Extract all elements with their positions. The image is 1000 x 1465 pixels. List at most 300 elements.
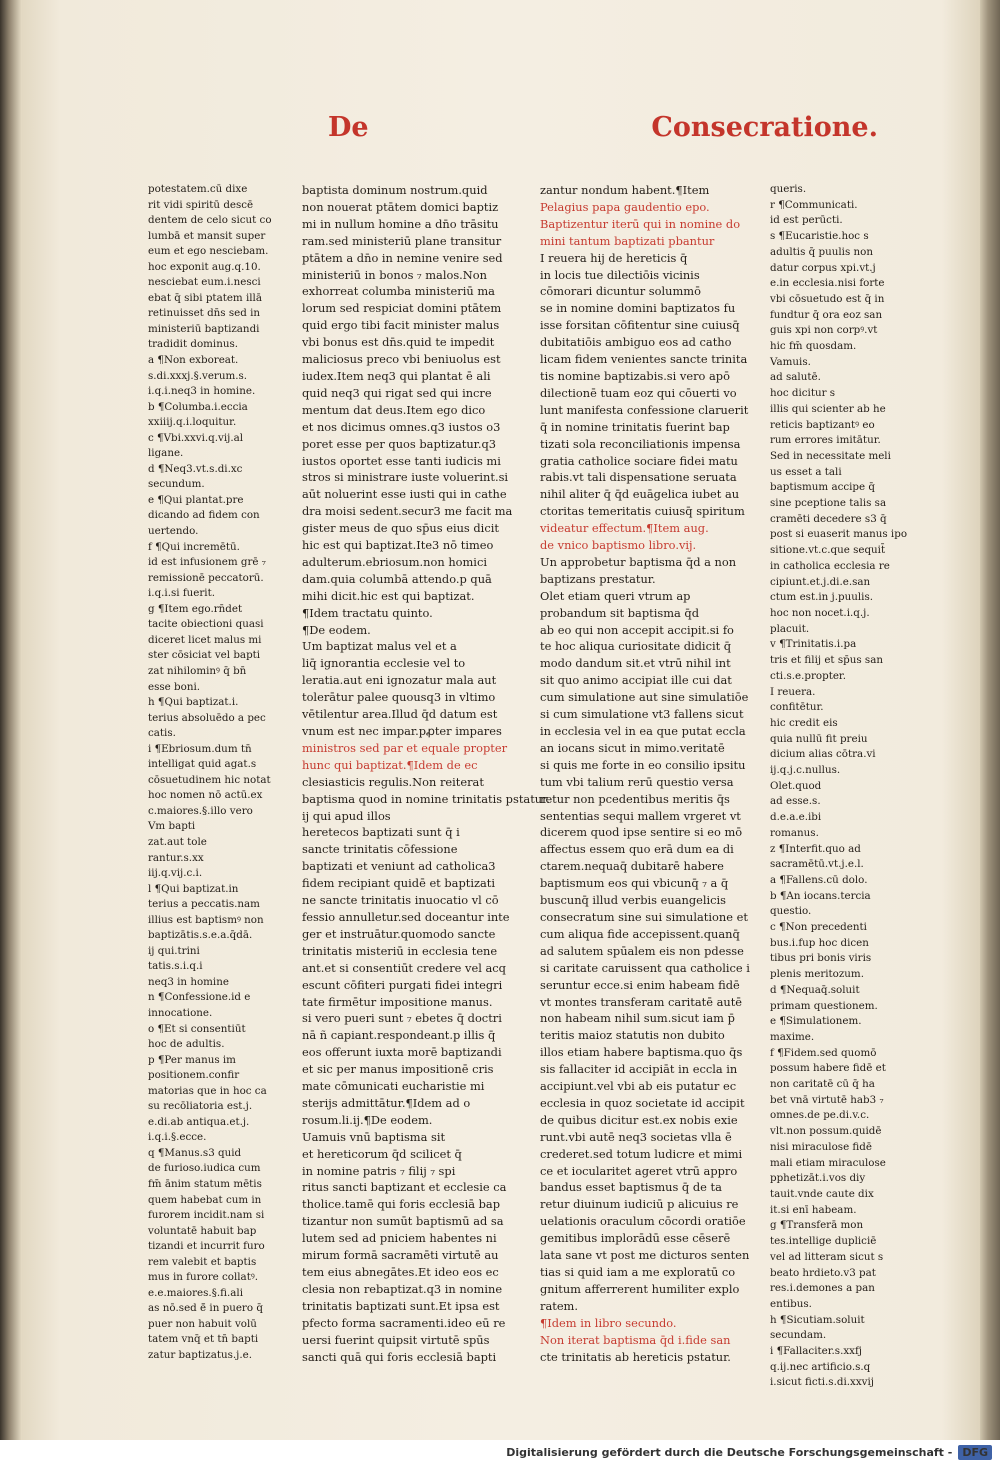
text-line: trinitatis misteriū in ecclesia tene	[302, 943, 498, 958]
text-line: tatis.s.i.q.i	[148, 960, 203, 973]
text-line: v ¶Trinitatis.i.pa	[770, 638, 857, 651]
text-line: modo dandum sit.et vtrū nihil int	[540, 656, 731, 671]
text-line: romanus.	[770, 826, 819, 839]
text-line: hoc dicitur s	[770, 387, 836, 400]
text-line: reticis baptizantꝰ eo	[770, 418, 875, 431]
text-line: in catholica ecclesia re	[770, 559, 890, 572]
text-line: consecratum sine sui simulatione et	[540, 909, 748, 924]
text-line: z ¶Interfit.quo ad	[770, 842, 861, 855]
text-line: hic fm̄ quosdam.	[770, 340, 857, 353]
text-line: Sed in necessitate meli	[770, 449, 891, 462]
text-line: vel ad litteram sicut s	[770, 1250, 884, 1263]
text-line: maxime.	[770, 1030, 815, 1043]
text-line: escunt cōfiteri purgati fidei integri	[302, 977, 503, 992]
text-line: pphetizāt.i.vos diy	[770, 1172, 866, 1185]
text-line: datur corpus xpi.vt.j	[770, 261, 876, 274]
text-line: quid ergo tibi facit minister malus	[302, 318, 500, 333]
text-line: ab eo qui non accepit accipit.si fo	[540, 622, 734, 637]
text-line: a ¶Non exboreat.	[148, 354, 239, 367]
text-line: rantur.s.xx	[148, 851, 204, 864]
text-line: ij.q.j.c.nullus.	[770, 764, 841, 777]
text-line: n ¶Confessione.id e	[148, 991, 251, 1004]
text-line: rabis.vt tali dispensatione seruata	[540, 470, 737, 485]
text-line: e ¶Qui plantat.pre	[148, 493, 244, 506]
text-line: isse forsitan cōfitentur sine cuiusq̄	[540, 318, 740, 333]
text-line: rem valebit et baptis	[148, 1255, 257, 1268]
text-line: c ¶Vbi.xxvi.q.vij.al	[148, 431, 244, 444]
text-line: quia nullū fit preiu	[770, 732, 868, 745]
text-line: videatur effectum.¶Item aug.	[540, 521, 709, 536]
text-line: dam.quia columbā attendo.p quā	[302, 571, 492, 586]
text-line: clesia non rebaptizat.q3 in nomine	[302, 1281, 503, 1296]
text-line: d ¶Nequaq̄.soluit	[770, 983, 860, 996]
text-line: mi in nullum homine a dn̄o trāsitu	[302, 216, 499, 231]
text-line: e ¶Simulationem.	[770, 1015, 862, 1028]
text-line: in nomine patris ₇ filij ₇ spi	[302, 1163, 456, 1178]
text-line: tradidit dominus.	[148, 338, 239, 351]
text-line: Um baptizat malus vel et a	[302, 639, 457, 654]
text-line: heretecos baptizati sunt q̄ i	[302, 825, 460, 840]
text-line: it.si enī habeam.	[770, 1203, 857, 1216]
text-line: mini tantum baptizati pbantur	[540, 233, 715, 248]
text-line: non nouerat ptātem domici baptiz	[302, 199, 499, 214]
text-line: I reuera hij de hereticis q̄	[540, 250, 688, 265]
gloss-column-left	[148, 182, 278, 1364]
text-line: et hereticorum q̄d scilicet q̄	[302, 1146, 462, 1161]
text-line: I reuera.	[770, 685, 816, 698]
text-line: maliciosus preco vbi beniuolus est	[302, 352, 501, 367]
text-line: non habeam nihil sum.sicut iam p̄	[540, 1011, 735, 1026]
text-line: sine pceptione talis sa	[770, 497, 887, 510]
text-line: cōsuetudinem hic notat	[148, 773, 271, 786]
text-line: ant.et si consentiūt credere vel acq	[302, 960, 506, 975]
text-line: s ¶Eucaristie.hoc s	[770, 230, 869, 243]
text-line: ministeriū baptizandi	[148, 322, 260, 335]
text-line: in ecclesia vel in ea que putat eccla	[540, 724, 746, 738]
text-line: omnes.de pe.di.v.c.	[770, 1109, 870, 1122]
text-line: dilectionē tuam eoz qui cōuerti vo	[540, 385, 737, 400]
text-line: Vamuis.	[770, 355, 811, 368]
text-line: et nos dicimus omnes.q3 iustos o3	[302, 419, 501, 434]
text-line: us esset a tali	[770, 465, 842, 478]
text-line: p ¶Per manus im	[148, 1053, 236, 1066]
text-line: an iocans sicut in mimo.veritatē	[540, 740, 725, 755]
text-line: f ¶Qui incremētū.	[148, 540, 240, 553]
text-line: b ¶An iocans.tercia	[770, 889, 871, 902]
text-line: retinuisset dn̄s sed in	[148, 307, 261, 320]
text-line: e.di.ab antiqua.et.j.	[148, 1115, 250, 1128]
text-line: accipiunt.vel vbi ab eis putatur ec	[540, 1079, 737, 1094]
text-line: iudex.Item neq3 qui plantat ē ali	[302, 368, 491, 383]
text-line: beato hrdieto.v3 pat	[770, 1266, 876, 1279]
text-line: gister meus de quo sp̄us eius dicit	[302, 521, 499, 536]
text-line: Olet.quod	[770, 779, 822, 792]
text-line: quem habebat cum in	[148, 1193, 262, 1206]
text-line: iij.q.vij.c.i.	[148, 867, 203, 880]
text-line: xxiiij.q.i.loquitur.	[148, 416, 237, 429]
text-line: mali etiam miraculose	[770, 1156, 886, 1169]
text-line: positionem.confir	[148, 1069, 240, 1082]
text-line: l ¶Qui baptizat.in	[148, 882, 239, 895]
text-line: voluntatē habuit bap	[148, 1224, 257, 1237]
text-line: Uamuis vnū baptisma sit	[302, 1129, 446, 1144]
text-line: q.ij.nec artificio.s.q	[770, 1360, 871, 1373]
text-line: poret esse per quos baptizatur.q3	[302, 436, 497, 451]
text-line: ¶De eodem.	[302, 622, 371, 637]
text-line: licam fidem venientes sancte trinita	[540, 352, 748, 367]
text-line: lata sane vt post me dicturos senten	[540, 1248, 750, 1263]
text-line: zat.aut tole	[148, 835, 207, 848]
text-line: mentum dat deus.Item ego dico	[302, 402, 486, 417]
running-header-left: De	[328, 112, 369, 143]
text-line: uelationis oraculum cōcordi oratiōe	[540, 1214, 746, 1229]
text-line: Baptizentur iterū qui in nomine do	[540, 216, 741, 231]
text-line: hoc de adultis.	[148, 1038, 225, 1051]
text-line: tauit.vnde caute dix	[770, 1188, 874, 1200]
text-line: puer non habuit volū	[148, 1317, 257, 1330]
text-line: tibus pri bonis viris	[770, 952, 872, 965]
text-line: nisi miraculose fidē	[770, 1140, 872, 1153]
text-line: ij qui.trini	[148, 944, 200, 957]
text-line: cipiunt.et.j.di.e.san	[770, 575, 871, 588]
text-line: liq̄ ignorantia ecclesie vel to	[302, 656, 466, 671]
text-line: b ¶Columba.i.eccia	[148, 400, 248, 413]
text-line: vbi cōsuetudo est q̄ in	[770, 292, 885, 305]
text-line: as nō.sed ē̄ in puero q̄	[148, 1302, 263, 1315]
text-line: ctum est.in j.puulis.	[770, 591, 874, 604]
text-line: ¶Idem tractatu quinto.	[302, 605, 433, 620]
text-line: bandus esset baptismus q̄ de ta	[540, 1180, 722, 1195]
text-line: buscunq̄ illud verbis euangelicis	[540, 893, 727, 908]
text-line: tolerātur palee quousq3 in vltimo	[302, 690, 496, 705]
text-line: i.q.i.si fuerit.	[148, 587, 216, 600]
text-line: Un approbetur baptisma q̄d a non	[540, 554, 737, 569]
text-line: de quibus dicitur est.ex nobis exie	[540, 1112, 738, 1127]
text-line: sententias sequi mallem vrgeret vt	[540, 808, 741, 823]
text-line: eum et ego nesciebam.	[148, 245, 269, 258]
text-line: c ¶Non precedenti	[770, 921, 867, 934]
text-line: tis nomine baptizabis.si vero apō	[540, 368, 730, 383]
text-line: esse boni.	[148, 680, 201, 693]
text-line: baptismum eos qui vbicunq̄ ₇ a q̄	[540, 876, 729, 891]
text-line: id est perūcti.	[770, 214, 843, 227]
text-line: tizati sola reconciliationis impensa	[540, 436, 741, 451]
text-line: exhorreat columba ministeriū ma	[302, 284, 495, 299]
text-line: sit quo animo accipiat ille cui dat	[540, 673, 732, 688]
text-line: fm̄ ānim statum mētis	[148, 1178, 262, 1190]
text-line: te hoc aliqua curiositate didicit q̄	[540, 639, 732, 654]
text-line: tacite obiectioni quasi	[148, 618, 264, 631]
text-line: nihil aliter q̄ q̄d euāgelica iubet au	[540, 487, 740, 502]
book-gutter-left	[0, 0, 22, 1440]
text-line: non caritatē cū q̄ ha	[770, 1078, 875, 1091]
text-line: furorem incidit.nam si	[148, 1209, 265, 1222]
text-line: ce et iocularitet ageret vtrū appro	[540, 1163, 738, 1178]
text-line: si caritate caruissent qua catholice i	[540, 960, 750, 975]
text-line: dicerem quod ipse sentire si eo mō	[540, 825, 743, 840]
text-line: q̄ in nomine trinitatis fuerint bap	[540, 419, 730, 434]
text-line: adulterum.ebriosum.non homici	[302, 554, 487, 569]
text-line: ger et instruātur.quomodo sancte	[302, 926, 496, 941]
text-line: i ¶Ebriosum.dum tn̄	[148, 742, 252, 755]
text-line: d.e.a.e.ibi	[770, 811, 822, 824]
text-line: rosum.li.ij.¶De eodem.	[302, 1112, 433, 1127]
text-line: secundam.	[770, 1329, 827, 1342]
text-line: terius a peccatis.nam	[148, 898, 260, 911]
text-line: de furioso.iudica cum	[148, 1162, 261, 1175]
text-line: post si euaserit manus ipo	[770, 528, 908, 541]
text-line: diceret licet malus mi	[148, 633, 262, 646]
text-line: a ¶Fallens.cū dolo.	[770, 873, 868, 886]
text-line: ministros sed par et equale propter	[302, 740, 508, 755]
text-line: nesciebat eum.i.nesci	[148, 276, 261, 289]
text-line: zat nihilominꝰ q̄ bn̄	[148, 664, 247, 677]
text-line: leratia.aut eni ignozatur mala aut	[302, 673, 497, 688]
text-line: si cum simulatione vt3 fallens sicut	[540, 707, 744, 722]
text-line: dubitatiōis ambiguo eos ad catho	[540, 335, 732, 350]
text-line: dra moisi sedent.secur3 me facit ma	[302, 504, 513, 519]
footer-bar	[0, 1440, 1000, 1465]
running-header-right: Consecratione.	[651, 112, 878, 143]
text-line: illius est baptismꝰ non	[148, 913, 264, 926]
text-line: gnitum afferrerent humiliter explo	[540, 1281, 740, 1296]
text-line: f ¶Fidem.sed quomō	[770, 1046, 877, 1059]
text-line: secundum.	[148, 478, 205, 491]
text-line: in locis tue dilectiōis vicinis	[540, 267, 700, 282]
funding-notice: Digitalisierung gefördert durch die Deutsche Forschungsgemeinschaft -	[506, 1446, 953, 1459]
text-line: teritis maioz statutis non dubito	[540, 1028, 725, 1043]
text-line: id est infusionem grē ₇	[148, 556, 266, 569]
text-line: clesiasticis regulis.Non reiterat	[302, 774, 484, 789]
text-line: Pelagius papa gaudentio epo.	[540, 199, 710, 214]
text-line: seruntur ecce.si enim habeam fidē	[540, 977, 740, 992]
text-line: intelligat quid agat.s	[148, 758, 257, 771]
text-line: i.q.i.§.ecce.	[148, 1131, 207, 1144]
text-line: baptista dominum nostrum.quid	[302, 183, 488, 197]
text-line: illos etiam habere baptisma.quo q̄s	[540, 1045, 743, 1060]
text-line: i.q.i.neq3 in homine.	[148, 385, 256, 398]
text-line: q ¶Manus.s3 quid	[148, 1146, 242, 1159]
text-line: vlt.non possum.quidē	[770, 1125, 882, 1138]
text-line: ad salutem spūalem eis non pdesse	[540, 943, 744, 958]
text-line: tatem vnq̄ et tn̄ bapti	[148, 1333, 259, 1346]
text-line: tias si quid iam a me exploratū co	[540, 1265, 736, 1279]
text-line: r ¶Communicati.	[770, 198, 858, 211]
text-line: matorias que in hoc ca	[148, 1084, 267, 1097]
text-line: e.in ecclesia.nisi forte	[770, 277, 885, 290]
text-line: mate cōmunicati eucharistie mi	[302, 1079, 485, 1094]
text-line: dicium alias cōtra.vi	[770, 748, 876, 761]
book-edge-right	[980, 0, 1000, 1440]
text-line: tris et filij et sp̄us san	[770, 654, 883, 667]
text-line: hic est qui baptizat.Ite3 nō timeo	[302, 538, 494, 553]
text-line: vnum est nec impar.pꝓter impares	[302, 724, 502, 738]
text-line: c.maiores.§.illo vero	[148, 804, 253, 817]
text-line: e.e.maiores.§.fi.ali	[148, 1286, 243, 1299]
text-line: tizantur non sumūt baptismū ad sa	[302, 1214, 504, 1229]
text-line: ad esse.s.	[770, 795, 821, 808]
text-line: baptismum accipe q̄	[770, 481, 875, 494]
text-line: catis.	[148, 727, 176, 740]
text-line: cti.s.e.propter.	[770, 669, 846, 682]
text-line: o ¶Et si consentiūt	[148, 1022, 246, 1035]
text-line: h ¶Sicutiam.soluit	[770, 1313, 865, 1326]
text-line: tem eius abnegātes.Et ideo eos ec	[302, 1265, 499, 1279]
text-line: gemitibus implorādū esse cēserē	[540, 1231, 731, 1246]
text-line: h ¶Qui baptizat.i.	[148, 696, 239, 709]
text-line: sacramētū.vt.j.e.l.	[770, 858, 864, 871]
text-line: rit vidi spiritū descē	[148, 198, 254, 211]
text-line: potestatem.cū dixe	[148, 183, 248, 195]
text-line: ad salutē.	[770, 371, 821, 384]
text-line: possum habere fidē et	[770, 1062, 886, 1075]
text-line: zatur baptizatus.j.e.	[148, 1349, 253, 1362]
text-line: sancti quā qui foris ecclesiā bapti	[302, 1349, 497, 1364]
text-line: tate firmētur impositione manus.	[302, 994, 493, 1009]
text-line: iustos oportet esse tanti iudicis mi	[302, 453, 501, 468]
text-line: su recōliatoria est.j.	[148, 1100, 253, 1113]
text-line: zantur nondum habent.¶Item	[540, 183, 710, 197]
text-line: lutem sed ad pniciem habentes ni	[302, 1231, 497, 1246]
text-line: vētilentur area.Illud q̄d datum est	[302, 707, 498, 722]
text-line: hic credit eis	[770, 716, 838, 729]
text-line: uertendo.	[148, 525, 199, 538]
text-line: probandum sit baptisma q̄d	[540, 605, 699, 620]
text-line: retur diuinum iudiciū p alicuius re	[540, 1197, 739, 1212]
text-line: sitione.vt.c.que sequit̄	[770, 544, 886, 557]
text-line: de vnico baptismo libro.vij.	[540, 538, 697, 553]
text-line: lunt manifesta confessione claruerit	[540, 402, 749, 417]
text-line: quid neq3 qui rigat sed qui incre	[302, 385, 492, 400]
text-line: affectus essem quo erā dum ea di	[540, 842, 734, 857]
text-line: uersi fuerint quipsit virtutē spūs	[302, 1332, 490, 1347]
text-line: questio.	[770, 905, 812, 918]
text-line: baptisma quod in nomine trinitatis pstatur.	[302, 791, 550, 806]
text-line: se in nomine domini baptizatos fu	[540, 301, 736, 316]
text-line: neq3 in homine	[148, 975, 229, 988]
text-line: trinitatis baptizati sunt.Et ipsa est	[302, 1298, 500, 1313]
text-line: terius absoluēdo a pec	[148, 711, 266, 724]
text-line: placuit.	[770, 622, 810, 635]
text-line: aūt noluerint esse iusti qui in cathe	[302, 487, 507, 502]
text-line: ebat q̄ sibi ptatem illā	[148, 291, 262, 304]
text-line: fundtur q̄ ora eoz san	[770, 308, 883, 321]
text-line: ptātem a dn̄o in nemine venire sed	[302, 250, 503, 265]
text-line: ctoritas temeritatis cuiusq̄ spiritum	[540, 504, 745, 519]
text-line: queris.	[770, 183, 807, 195]
text-line: adultis q̄ puulis non	[770, 245, 873, 258]
text-line: innocatione.	[148, 1006, 213, 1019]
text-line: nā ñ capiant.respondeant.p illis q̄	[302, 1028, 496, 1043]
text-line: gratia catholice sociare fidei matu	[540, 453, 738, 468]
text-line: cum aliqua fide accepissent.quanq̄	[540, 926, 740, 941]
text-line: d ¶Neq3.vt.s.di.xc	[148, 462, 243, 475]
text-line: hunc qui baptizat.¶Idem de ec	[302, 757, 478, 772]
text-line: stros si ministrare iuste voluerint.si	[302, 470, 509, 485]
text-line: si vero pueri sunt ₇ ebetes q̄ doctri	[302, 1011, 502, 1026]
text-line: et sic per manus impositionē cris	[302, 1062, 494, 1077]
text-line: primam questionem.	[770, 999, 878, 1012]
text-line: s.di.xxxj.§.verum.s.	[148, 369, 248, 382]
text-column-left	[302, 182, 550, 1365]
dfg-logo: DFG	[958, 1445, 992, 1460]
text-line: guis xpi non corpꝰ.vt	[770, 324, 878, 337]
text-line: hoc non nocet.i.q.j.	[770, 606, 870, 619]
text-line: ster cōsiciat vel bapti	[148, 649, 261, 662]
text-line: ratem.	[540, 1298, 578, 1313]
text-line: tizandi et incurrit furo	[148, 1240, 265, 1253]
text-line: lumbā et mansit super	[148, 229, 266, 242]
text-line: dicando ad fidem con	[148, 509, 260, 522]
text-line: fessio annulletur.sed doceantur inte	[302, 909, 510, 924]
text-line: bet vnā virtutē hab3 ₇	[770, 1093, 884, 1106]
text-line: crederet.sed totum ludicre et mimi	[540, 1146, 743, 1161]
text-line: si quis me forte in eo consilio ipsitu	[540, 757, 746, 772]
text-line: i.sicut ficti.s.di.xxvij	[770, 1376, 874, 1389]
text-line: runt.vbi autē neq3 societas vlla ē	[540, 1129, 732, 1144]
text-line: remissionē peccatorū.	[148, 571, 264, 584]
text-line: ctarem.nequaq̄ dubitarē habere	[540, 859, 724, 874]
text-line: lorum sed respiciat domini ptātem	[302, 301, 502, 316]
text-line: mirum formā sacramēti virtutē au	[302, 1248, 499, 1263]
text-line: bus.i.fup hoc dicen	[770, 936, 869, 949]
text-line: tum vbi talium rerū questio versa	[540, 774, 734, 789]
text-line: cte trinitatis ab hereticis pstatur.	[540, 1349, 731, 1364]
text-line: Olet etiam queri vtrum ap	[540, 588, 691, 603]
text-line: tholice.tamē qui foris ecclesiā bap	[302, 1197, 501, 1212]
text-line: mihi dicit.hic est qui baptizat.	[302, 588, 475, 603]
text-line: ¶Idem in libro secundo.	[540, 1315, 677, 1330]
text-line: sancte trinitatis cōfessione	[302, 842, 458, 857]
text-line: fidem recipiant quidē et baptizati	[302, 876, 495, 891]
text-line: sterijs admittātur.¶Idem ad o	[302, 1095, 471, 1110]
text-line: g ¶Transferā mon	[770, 1219, 864, 1232]
text-line: pfecto forma sacramenti.ideo eū re	[302, 1315, 506, 1330]
text-line: baptizans prestatur.	[540, 571, 656, 586]
text-line: res.i.demones a pan	[770, 1282, 875, 1295]
text-line: Non iterat baptisma q̄d i.fide san	[540, 1332, 731, 1347]
text-line: dentem de celo sicut co	[148, 214, 272, 227]
text-line: sis fallaciter id accipiāt in eccla in	[540, 1062, 738, 1077]
text-line: ne sancte trinitatis inuocatio vl cō	[302, 893, 499, 908]
text-line: ecclesia in quoz societate id accipit	[540, 1095, 745, 1110]
text-line: ij qui apud illos	[302, 808, 391, 823]
text-line: Vm bapti	[148, 820, 196, 833]
text-line: baptizati et veniunt ad catholica3	[302, 859, 496, 874]
text-line: eos offerunt iuxta morē baptizandi	[302, 1045, 502, 1060]
text-line: cum simulatione aut sine simulatiōe	[540, 690, 749, 705]
text-line: g ¶Item ego.rn̄det	[148, 602, 243, 615]
text-line: ritus sancti baptizant et ecclesie ca	[302, 1180, 507, 1195]
text-line: hoc exponit aug.q.10.	[148, 260, 261, 273]
text-line: hoc nomen nō actū.ex	[148, 789, 263, 802]
text-line: plenis meritozum.	[770, 968, 864, 981]
text-line: retur non pcedentibus meritis q̄s	[540, 791, 730, 806]
text-line: ligane.	[148, 447, 184, 460]
text-line: confitētur.	[770, 701, 824, 714]
text-line: i ¶Fallaciter.s.xxfj	[770, 1345, 862, 1358]
gloss-column-right	[770, 182, 908, 1391]
text-line: vbi bonus est dn̄s.quid te impedit	[302, 335, 495, 350]
text-line: cōmorari dicuntur solummō	[540, 284, 701, 299]
text-line: illis qui scienter ab he	[770, 402, 886, 415]
text-line: tes.intellige dupliciē	[770, 1235, 877, 1248]
text-line: baptizātis.s.e.a.q̄dā.	[148, 929, 253, 942]
text-line: vt montes transferam caritatē autē	[540, 994, 743, 1009]
text-line: mus in furore collatꝰ.	[148, 1271, 259, 1284]
text-line: cramēti decedere s3 q̄	[770, 512, 887, 525]
text-line: ram.sed ministeriū plane transitur	[302, 233, 502, 248]
